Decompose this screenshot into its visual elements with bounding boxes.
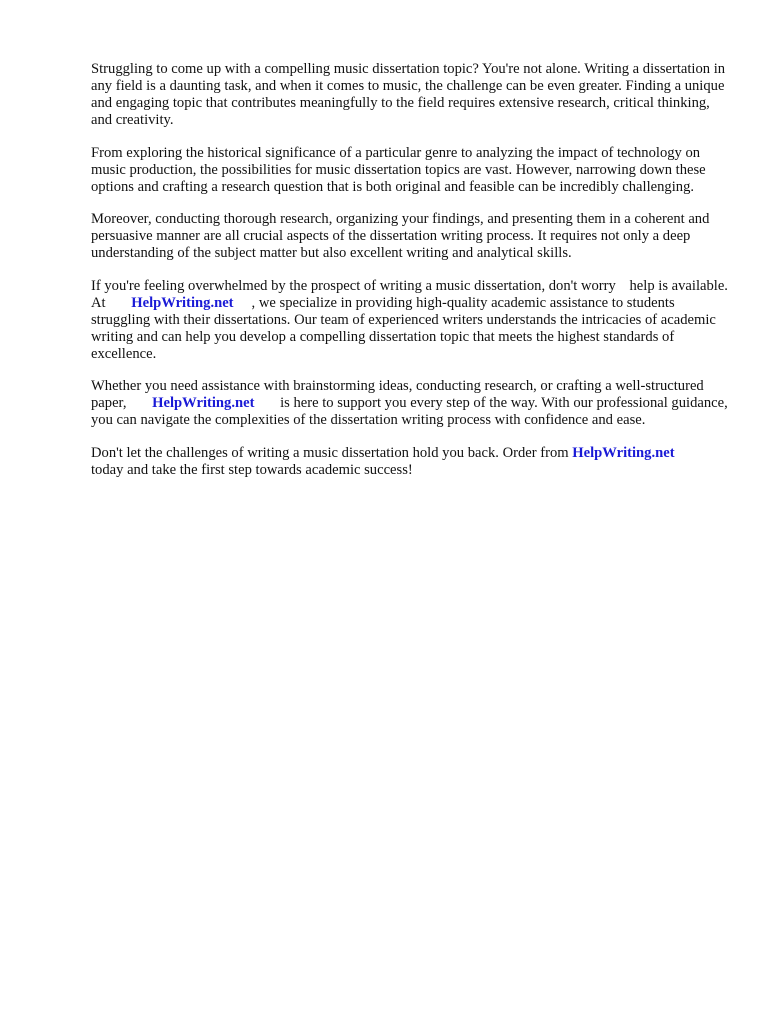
helpwriting-link-3[interactable]: HelpWriting.net (572, 444, 675, 461)
paragraph-research (91, 211, 731, 262)
paragraph-help-text-c: , we specialize in providing high-quality academic assistance to students struggling with their dissertations. Our team of experienced writers understands the intricacies of academic writing and can help you develop a compelling dissertation topic that meets the highest standards of excellence. (91, 294, 716, 362)
paragraph-help-text-a: If you're feeling overwhelmed by the prospect of writing a music dissertation, don't worry (91, 277, 616, 294)
helpwriting-link-1[interactable]: HelpWriting.net (131, 294, 234, 311)
paragraph-intro (91, 61, 731, 129)
paragraph-cta (91, 445, 731, 479)
paragraph-help-text-b: help is available. At (91, 277, 728, 311)
paragraph-intro-text: Struggling to come up with a compelling music dissertation topic? You're not alone. Writing a dissertation in any field is a daunting task, and when it comes to music, the challenge can be even greater. Finding a unique and engaging topic that contributes meaningfully to the field requires extensive research, critical thinking, and creativity. (91, 61, 726, 128)
paragraph-assistance (91, 378, 731, 429)
paragraph-research-text: Moreover, conducting thorough research, organizing your findings, and presenting them in a coherent and persuasive manner are all crucial aspects of the dissertation writing process. It requires not only a deep understanding of the subject matter but also excellent writing and analytical skills. (91, 211, 710, 261)
paragraph-cta-text-b: today and take the first step towards academic success! (91, 461, 413, 478)
paragraph-possibilities-text: From exploring the historical significance of a particular genre to analyzing the impact of technology on music production, the possibilities for music dissertation topics are vast. However, narrowing down these options and crafting a research question that is both original and feasible can be incredibly challenging. (91, 144, 706, 195)
document-body (91, 61, 731, 494)
paragraph-help (91, 278, 731, 363)
helpwriting-link-2[interactable]: HelpWriting.net (152, 395, 255, 411)
paragraph-assistance-text-b: is here to support you every step of the way. With our professional guidance, you can navigate the complexities of the dissertation writing process with confidence and ease. (91, 395, 728, 428)
paragraph-possibilities (91, 145, 731, 196)
paragraph-assistance-text-a: Whether you need assistance with brainstorming ideas, conducting research, or crafting a well-structured paper, (91, 378, 704, 411)
paragraph-cta-text-a: Don't let the challenges of writing a music dissertation hold you back. Order from (91, 444, 569, 461)
